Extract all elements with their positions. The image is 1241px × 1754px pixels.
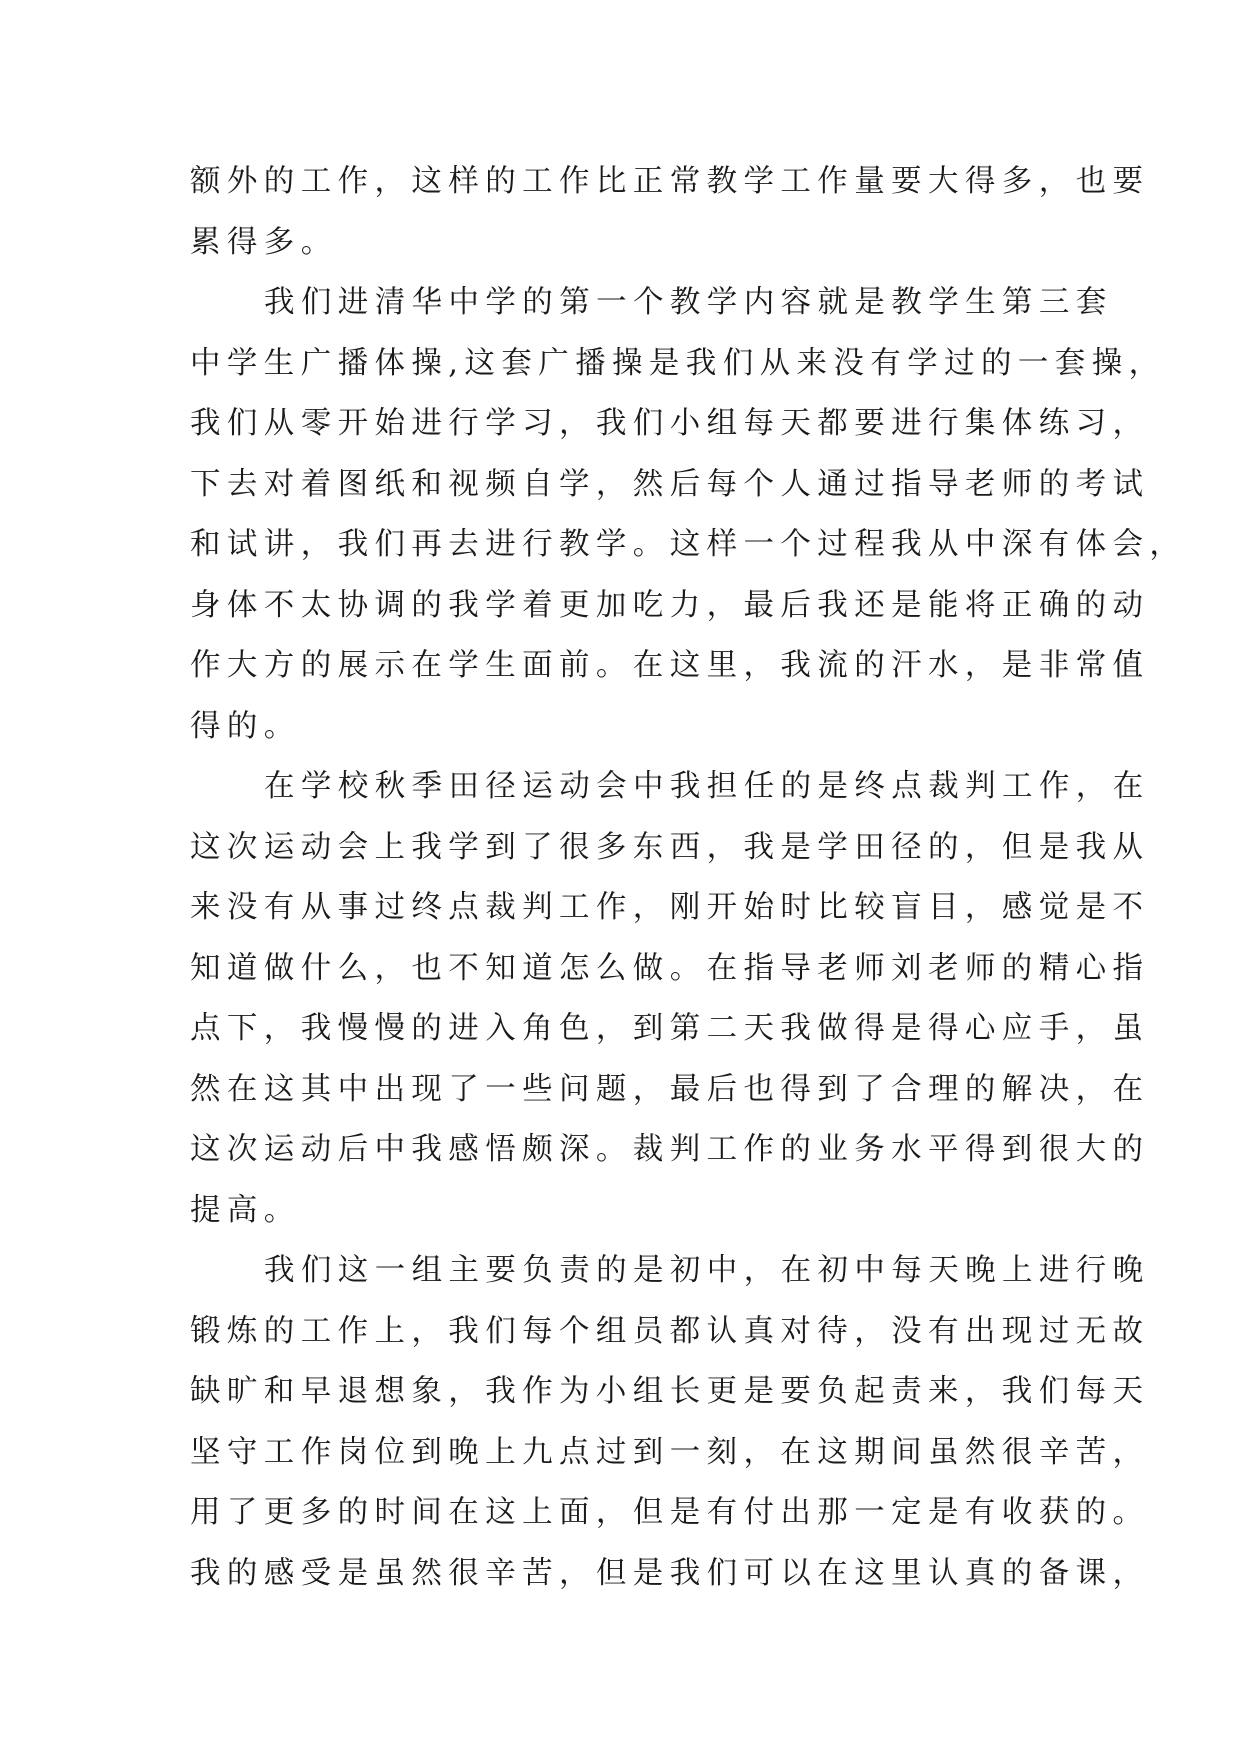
text-line: 缺旷和早退想象，我作为小组长更是要负起责来，我们每天 xyxy=(190,1374,1150,1409)
text-line: 知道做什么，也不知道怎么做。在指导老师刘老师的精心指 xyxy=(190,950,1150,986)
document-body xyxy=(190,152,1187,1604)
text-line: 点下，我慢慢的进入角色，到第二天我做得是得心应手，虽 xyxy=(190,1011,1150,1046)
text-line: 坚守工作岗位到晚上九点过到一刻，在这期间虽然很辛苦， xyxy=(190,1434,1150,1470)
text-line: 下去对着图纸和视频自学，然后每个人通过指导老师的考试 xyxy=(190,466,1150,502)
text-line: 身体不太协调的我学着更加吃力，最后我还是能将正确的动 xyxy=(190,587,1150,623)
text-line: 在学校秋季田径运动会中我担任的是终点裁判工作，在 xyxy=(264,769,1150,804)
text-line: 然在这其中出现了一些问题，最后也得到了合理的解决，在 xyxy=(190,1071,1150,1107)
text-line: 累得多。 xyxy=(190,224,338,260)
text-line: 提高。 xyxy=(190,1192,301,1228)
text-line: 来没有从事过终点裁判工作，刚开始时比较盲目，感觉是不 xyxy=(190,890,1150,925)
text-line: 锻炼的工作上，我们每个组员都认真对待，没有出现过无故 xyxy=(190,1313,1150,1349)
text-line: 这次运动会上我学到了很多东西，我是学田径的，但是我从 xyxy=(190,829,1150,865)
paragraph xyxy=(190,273,1187,757)
paragraph xyxy=(190,757,1150,1241)
text-line: 我的感受是虽然很辛苦，但是我们可以在这里认真的备课， xyxy=(190,1555,1150,1591)
paragraph xyxy=(190,1241,1150,1604)
text-line: 我们从零开始进行学习，我们小组每天都要进行集体练习， xyxy=(190,406,1150,441)
text-line: 作大方的展示在学生面前。在这里，我流的汗水，是非常值 xyxy=(190,648,1150,683)
paragraph xyxy=(190,152,1150,273)
text-line: 我们进清华中学的第一个教学内容就是教学生第三套 xyxy=(264,285,1113,320)
text-line: 用了更多的时间在这上面，但是有付出那一定是有收获的。 xyxy=(190,1495,1150,1530)
text-line: 这次运动后中我感悟颇深。裁判工作的业务水平得到很大的 xyxy=(190,1132,1150,1167)
text-line: 得的。 xyxy=(190,708,301,744)
text-line: 中学生广播体操,这套广播操是我们从来没有学过的一套操， xyxy=(190,345,1166,381)
text-line: 和试讲，我们再去进行教学。这样一个过程我从中深有体会， xyxy=(190,527,1187,562)
text-line: 额外的工作，这样的工作比正常教学工作量要大得多，也要 xyxy=(190,164,1150,199)
text-line: 我们这一组主要负责的是初中，在初中每天晚上进行晚 xyxy=(264,1253,1150,1288)
